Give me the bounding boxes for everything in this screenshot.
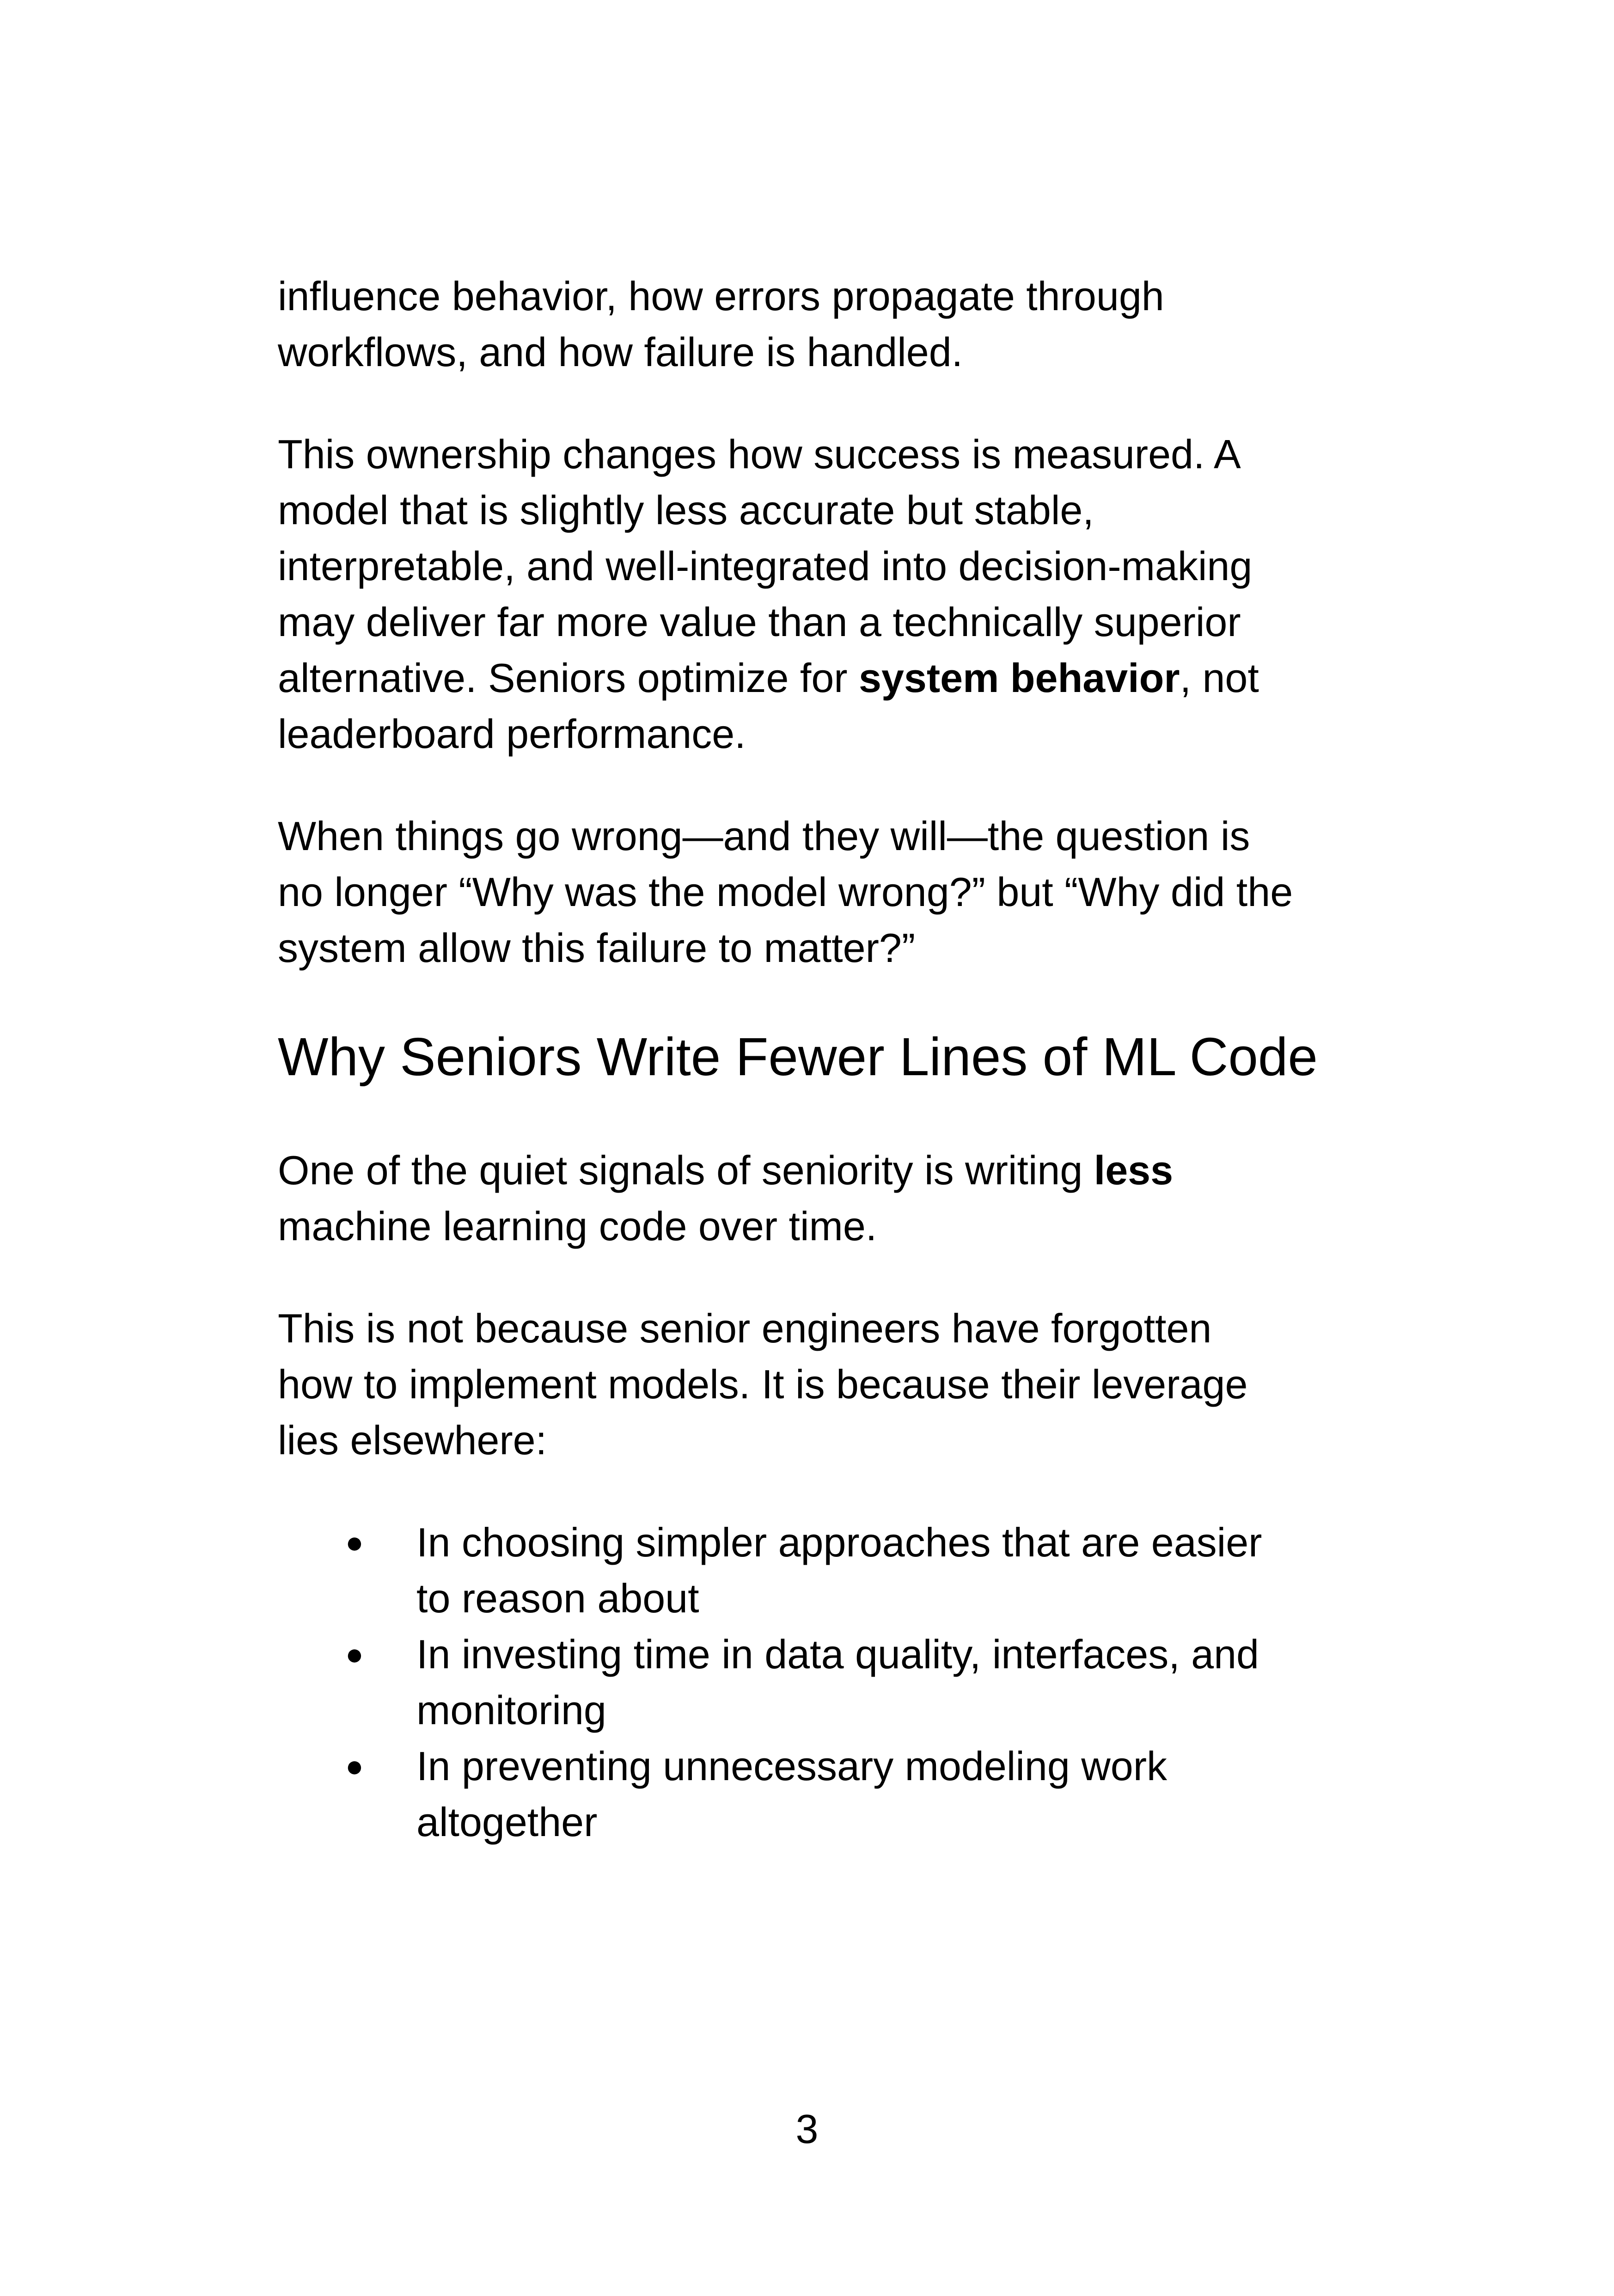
text-line: In choosing simpler approaches that are easier: [416, 1519, 1262, 1565]
bullet-icon: ●: [345, 1525, 364, 1559]
text-line: altogether: [416, 1799, 598, 1845]
text-span: alternative. Seniors optimize for: [278, 655, 859, 701]
bullet-icon: ●: [345, 1749, 364, 1783]
page-number: 3: [795, 2106, 819, 2152]
text-line: [278, 650, 1350, 706]
section-heading: Why Seniors Write Fewer Lines of ML Code: [278, 1027, 1318, 1087]
text-line: system allow this failure to matter?”: [278, 925, 916, 971]
text-span: One of the quiet signals of seniority is writing: [278, 1147, 1094, 1193]
text-line: how to implement models. It is because their leverage: [278, 1361, 1248, 1407]
paragraph-continuation: [278, 268, 1350, 380]
text-line: influence behavior, how errors propagate through: [278, 273, 1164, 319]
text-line: In investing time in data quality, interfaces, and: [416, 1631, 1259, 1677]
bullet-list: [278, 1514, 1350, 1850]
paragraph-failure: [278, 808, 1350, 976]
text-line: lies elsewhere:: [278, 1417, 547, 1463]
text-line: When things go wrong—and they will—the question is: [278, 813, 1250, 859]
text-line: to reason about: [416, 1575, 699, 1621]
text-line: no longer “Why was the model wrong?” but “Why did the: [278, 869, 1293, 915]
text-line: may deliver far more value than a technically superior: [278, 599, 1241, 645]
text-line: leaderboard performance.: [278, 711, 746, 757]
text-line: This is not because senior engineers have forgotten: [278, 1305, 1212, 1351]
page-content: [278, 268, 1350, 1850]
text-line: [278, 1142, 1350, 1198]
text-line: monitoring: [416, 1687, 606, 1733]
list-item: [278, 1626, 1350, 1738]
text-line: interpretable, and well-integrated into decision-making: [278, 543, 1253, 589]
text-line: workflows, and how failure is handled.: [278, 329, 963, 375]
list-item: [278, 1514, 1350, 1626]
text-line: In preventing unnecessary modeling work: [416, 1743, 1168, 1789]
paragraph-seniority: [278, 1142, 1350, 1254]
paragraph-ownership: [278, 426, 1350, 762]
text-line: model that is slightly less accurate but stable,: [278, 487, 1094, 533]
text-line: machine learning code over time.: [278, 1203, 877, 1249]
paragraph-leverage: [278, 1300, 1350, 1468]
text-span: , not: [1180, 655, 1259, 701]
text-line: This ownership changes how success is measured. A: [278, 431, 1241, 477]
bold-phrase: system behavior: [859, 655, 1180, 701]
bold-word: less: [1094, 1147, 1174, 1193]
bullet-icon: ●: [345, 1637, 364, 1671]
list-item: [278, 1738, 1350, 1850]
